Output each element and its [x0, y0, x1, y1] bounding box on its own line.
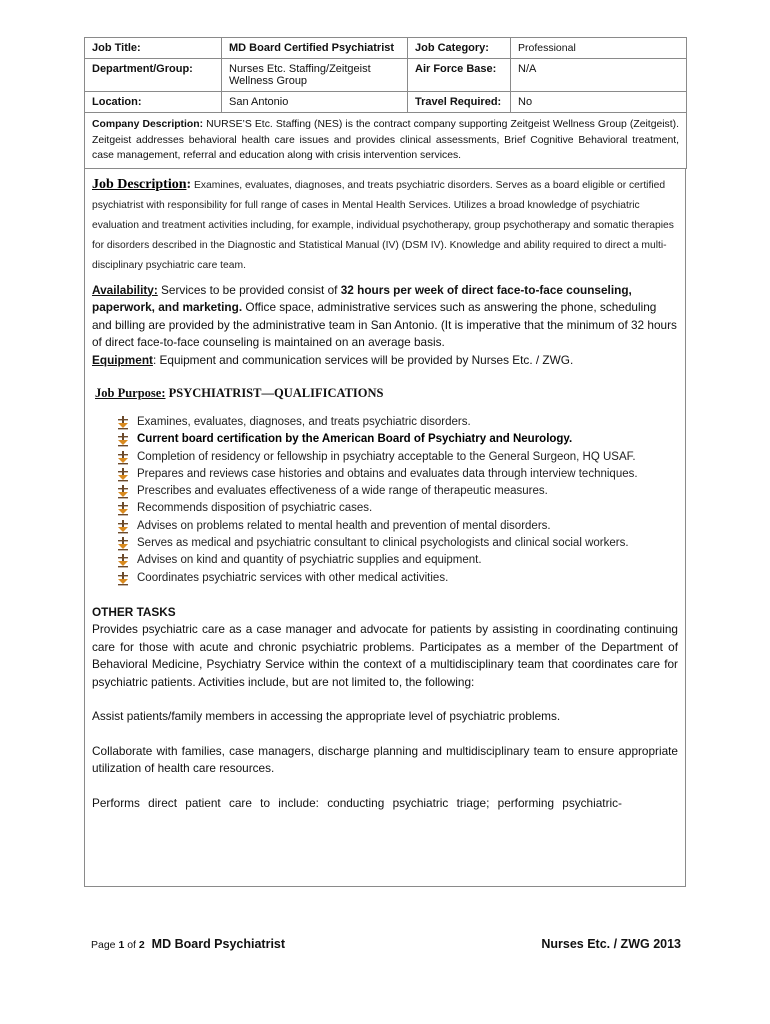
- list-item: [116, 466, 678, 483]
- travel-required-label: Travel Required:: [408, 92, 511, 113]
- other-tasks-item: Performs direct patient care to include: conducting psychiatric triage; performing psychiatric-: [92, 795, 622, 810]
- air-force-base-value: N/A: [511, 59, 687, 92]
- hand-down-arrow-icon: [116, 570, 130, 587]
- equipment-label: Equipment: [92, 352, 153, 367]
- qualification-text: Advises on problems related to mental health and prevention of mental disorders.: [137, 519, 551, 532]
- job-purpose-heading: [95, 386, 678, 401]
- availability-label: Availability:: [92, 282, 158, 297]
- other-tasks-intro: Provides psychiatric care as a case manager and advocate for patients by assisting in coordinating continuing care for those with acute and chronic psychiatric problems. Participates as a member of the Department of Behavioral Medicine, Psychiatry Service within the context of a multidisciplinary team that coordinates care for psychiatric patients. Activities include, but are not limited to, the following:: [92, 622, 678, 689]
- qualification-text: Prepares and reviews case histories and obtains and evaluates data through interview techniques.: [137, 467, 638, 480]
- equipment-text: : Equipment and communication services will be provided by Nurses Etc. / ZWG.: [152, 352, 574, 367]
- qualifications-list: [92, 414, 678, 587]
- hand-down-arrow-icon: [116, 535, 130, 552]
- page-word: Page: [91, 939, 119, 951]
- travel-required-value: No: [511, 92, 687, 113]
- job-purpose-title: PSYCHIATRIST—QUALIFICATIONS: [165, 386, 384, 400]
- list-item: [116, 535, 678, 552]
- qualification-text: Recommends disposition of psychiatric cases.: [137, 502, 373, 515]
- job-description-colon: :: [186, 176, 192, 192]
- job-title-value: MD Board Certified Psychiatrist: [222, 38, 408, 59]
- qualification-text: Advises on kind and quantity of psychiatric supplies and equipment.: [137, 554, 482, 567]
- hand-down-arrow-icon: [116, 500, 130, 517]
- footer-left: [91, 937, 285, 951]
- availability-bold-text: 32 hours per week of direct face-to-face counseling, paperwork, and marketing.: [92, 282, 632, 314]
- qualification-text: Serves as medical and psychiatric consultant to clinical psychologists and clinical social workers.: [137, 537, 629, 550]
- list-item: [116, 518, 678, 535]
- location-value: San Antonio: [222, 92, 408, 113]
- job-header-table: [84, 37, 687, 169]
- list-item: [116, 500, 678, 517]
- hand-down-arrow-icon: [116, 449, 130, 466]
- list-item: [116, 414, 678, 431]
- air-force-base-label: Air Force Base:: [408, 59, 511, 92]
- list-item: [116, 570, 678, 587]
- department-label: Department/Group:: [85, 59, 222, 92]
- table-row: [85, 38, 687, 59]
- document-body: [84, 169, 686, 887]
- table-row: [85, 59, 687, 92]
- page-indicator: [91, 939, 145, 951]
- qualification-text: Coordinates psychiatric services with other medical activities.: [137, 571, 449, 584]
- job-purpose-label: Job Purpose:: [95, 386, 166, 400]
- table-row: [85, 113, 687, 169]
- company-description-text: NURSE’S Etc. Staffing (NES) is the contract company supporting Zeitgeist Wellness Group (Zeitgeist). Zeitgeist addresses behavioral health care issues and provides clinical assessments, Brief Cognitive Behavioral treatment, case management, referral and education along with crisis intervention services.: [92, 119, 679, 161]
- hand-down-arrow-icon: [116, 466, 130, 483]
- of-word: of: [124, 939, 139, 951]
- company-description: [85, 113, 687, 169]
- list-item: [116, 449, 678, 466]
- other-tasks-item: Collaborate with families, case managers, discharge planning and multidisciplinary team to ensure appropriate utilization of health care resources.: [92, 743, 678, 776]
- table-row: [85, 92, 687, 113]
- company-description-label: Company Description:: [92, 119, 204, 130]
- job-category-value: Professional: [511, 38, 687, 59]
- job-description-heading: Job Description: [92, 176, 187, 192]
- qualification-text: Completion of residency or fellowship in psychiatry acceptable to the General Surgeon, HQ USAF.: [137, 450, 636, 463]
- hand-down-arrow-icon: [116, 552, 130, 569]
- list-item: [116, 552, 678, 569]
- availability-text-2: Office space, administrative services such as answering the phone, scheduling and billing are provided by the administrative team in San Antonio. (It is imperative that the minimum of 32 hours of direct face-to-face counseling is maintained on an average basis.: [92, 300, 677, 349]
- job-category-label: Job Category:: [408, 38, 511, 59]
- qualification-text: Examines, evaluates, diagnoses, and treats psychiatric disorders.: [137, 416, 471, 428]
- other-tasks-item: Assist patients/family members in accessing the appropriate level of psychiatric problems.: [92, 709, 561, 724]
- other-tasks-heading: OTHER TASKS: [92, 604, 176, 619]
- hand-down-arrow-icon: [116, 431, 130, 448]
- list-item: [116, 431, 678, 448]
- hand-down-arrow-icon: [116, 414, 130, 431]
- qualification-text: Prescribes and evaluates effectiveness of a wide range of therapeutic measures.: [137, 485, 548, 498]
- job-description-text: Examines, evaluates, diagnoses, and treats psychiatric disorders. Serves as a board eligible or certified psychiatrist with responsibility for full range of cases in Mental Health Services. Utilizes a broad knowledge of psychiatric evaluation and treatment activities including, for example, individual psychotherapy, group psychotherapy and somatic therapies for disorders described in the Diagnostic and Statistical Manual (IV) (DSM IV). Knowledge and ability required to direct a multi-disciplinary psychiatric care team.: [92, 179, 674, 271]
- department-value: Nurses Etc. Staffing/Zeitgeist Wellness Group: [222, 59, 408, 92]
- location-label: Location:: [85, 92, 222, 113]
- footer-org-year: Nurses Etc. / ZWG 2013: [541, 937, 681, 951]
- page-number: 1: [118, 939, 125, 951]
- qualification-text: Current board certification by the American Board of Psychiatry and Neurology.: [137, 433, 573, 446]
- hand-down-arrow-icon: [116, 518, 130, 535]
- hand-down-arrow-icon: [116, 483, 130, 500]
- job-title-label: Job Title:: [85, 38, 222, 59]
- job-description-section: [92, 175, 678, 276]
- availability-text-1: Services to be provided consist of: [157, 282, 341, 297]
- list-item: [116, 483, 678, 500]
- job-description-document: [84, 37, 686, 887]
- footer-doc-title: MD Board Psychiatrist: [144, 937, 286, 951]
- availability-section: [92, 282, 678, 352]
- total-pages: 2: [138, 939, 145, 951]
- equipment-section: [92, 352, 678, 370]
